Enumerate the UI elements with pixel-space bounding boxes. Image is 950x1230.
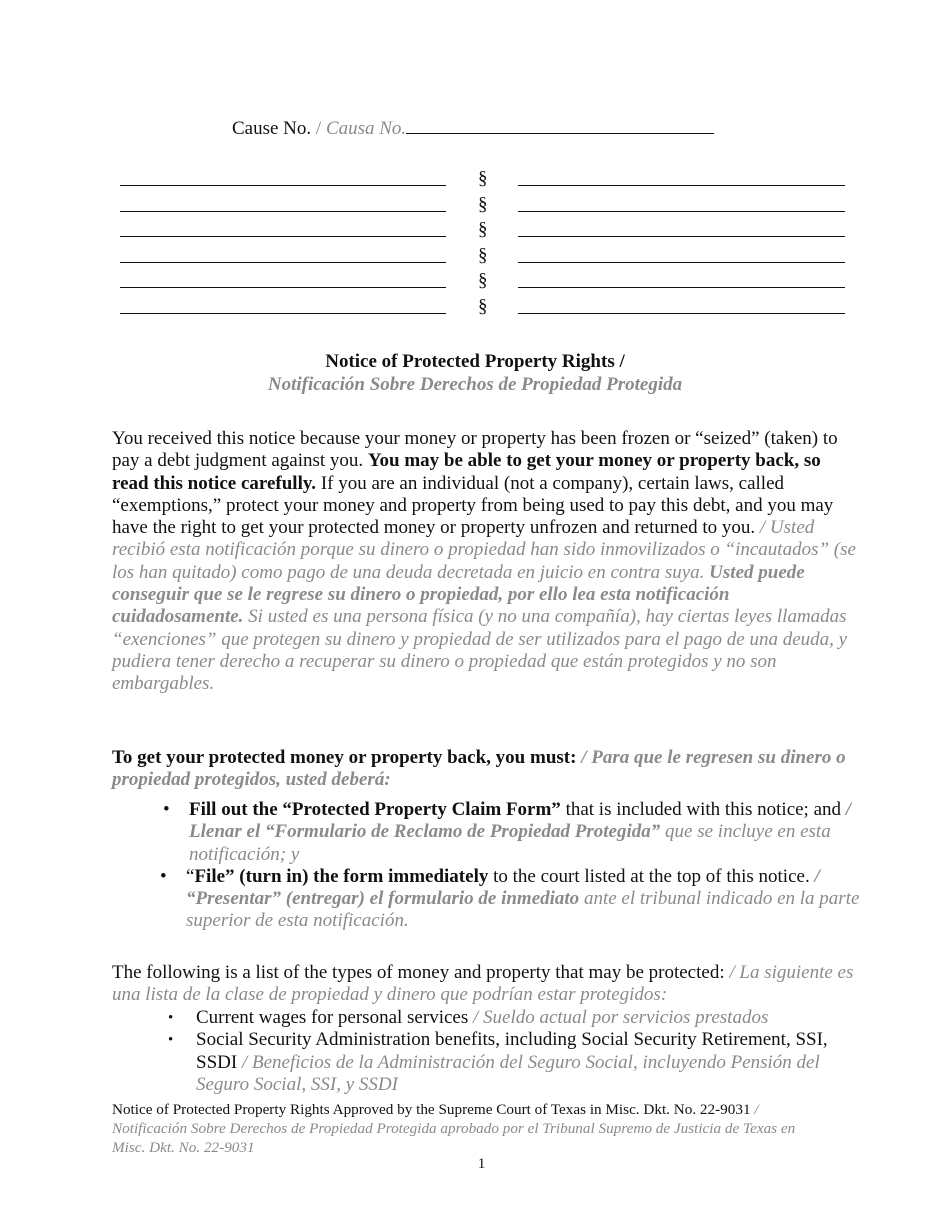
cause-number-line	[232, 115, 714, 140]
caption-right-blank[interactable]	[518, 287, 845, 288]
section-symbol: §	[478, 168, 488, 189]
step-1-es: que se incluye en esta notificación; y	[189, 821, 831, 865]
caption-right-blank[interactable]	[518, 313, 845, 314]
caption-right-blank[interactable]	[518, 211, 845, 212]
step-2-en-bold: File” (turn in) the form immediately	[194, 865, 489, 887]
intro-es-2: Si usted es una persona física (y no una compañía), hay ciertas leyes llamadas “exenciones” que protegen su dinero y propiedad de ser utilizados para el pago de una deuda, y pudiera tener derecho a recuperar su dinero o propiedad que están protegidos y no son embargables.	[112, 606, 848, 695]
protected-list-intro	[112, 962, 857, 1007]
title-es: Notificación Sobre Derechos de Propiedad Protegida	[267, 373, 683, 395]
caption-left-blank[interactable]	[120, 287, 446, 288]
caption-right-blank[interactable]	[518, 185, 845, 186]
title-separator: /	[619, 351, 625, 372]
section-symbol: §	[478, 244, 488, 266]
caption-row	[120, 194, 845, 220]
steps-heading-en: To get your protected money or property back, you must:	[112, 747, 577, 768]
list-item	[166, 1007, 856, 1029]
step-2-es: ante el tribunal indicado en la parte superior de esta notificación.	[186, 888, 860, 932]
step-1-en-bold: Fill out the “Protected Property Claim Form”	[189, 799, 561, 820]
intro-es-bold: Usted puede conseguir que se le regrese su dinero o propiedad, por ello lea esta notificación cuidadosamente.	[112, 561, 805, 628]
caption-row	[120, 219, 845, 245]
footer-en: Notice of Protected Property Rights Approved by the Supreme Court of Texas in Misc. Dkt. No. 22-9031	[112, 1101, 751, 1118]
caption-right-blank[interactable]	[518, 262, 845, 263]
list-intro-en: The following is a list of the types of money and property that may be protected:	[112, 962, 725, 983]
step-2-open-quote: “	[186, 865, 195, 887]
protected-property-list	[166, 1007, 856, 1096]
page-number: 1	[477, 1155, 486, 1172]
caption-left-blank[interactable]	[120, 211, 446, 212]
notice-title	[0, 351, 950, 396]
caption-left-blank[interactable]	[120, 262, 446, 263]
intro-paragraph	[112, 428, 857, 696]
caption-left-blank[interactable]	[120, 313, 446, 314]
caption-left-blank[interactable]	[120, 236, 446, 237]
case-caption	[120, 168, 845, 322]
section-symbol: §	[478, 219, 488, 241]
cause-label-en: Cause No.	[232, 118, 312, 139]
caption-left-blank[interactable]	[120, 185, 446, 186]
step-2-es-bold: / “Presentar” (entregar) el formulario de inmediato	[186, 865, 820, 910]
protected-item-es: / Sueldo actual por servicios prestados	[472, 1007, 769, 1028]
intro-en-1: You received this notice because your money or property has been frozen or “seized” (taken) to pay a debt judgment against you.	[112, 428, 838, 472]
title-en: Notice of Protected Property Rights	[325, 351, 615, 372]
caption-row	[120, 270, 845, 296]
section-symbol: §	[478, 270, 488, 292]
caption-row	[120, 245, 845, 271]
caption-row	[120, 296, 845, 322]
intro-es-1: / Usted recibió esta notificación porque su dinero o propiedad han sido inmovilizados o “incautados” (se los han quitado) como pago de una deuda decretada en juicio en contra suya.	[112, 517, 856, 583]
protected-item-en: Current wages for personal services	[196, 1007, 469, 1028]
step-2-en: to the court listed at the top of this notice.	[493, 865, 810, 887]
intro-en-bold: You may be able to get your money or property back, so read this notice carefully.	[112, 450, 821, 494]
step-1-es-bold: / Llenar el “Formulario de Reclamo de Propiedad Protegida”	[189, 799, 852, 843]
page-footer	[112, 1100, 832, 1157]
footer-es: / Notificación Sobre Derechos de Propiedad Protegida aprobado por el Tribunal Supremo de Justicia de Texas en Misc. Dkt. No. 22-9031	[112, 1101, 796, 1156]
section-symbol: §	[478, 295, 488, 317]
step-1-en: that is included with this notice; and	[565, 799, 842, 820]
caption-right-blank[interactable]	[518, 236, 845, 237]
cause-separator: /	[315, 118, 322, 139]
list-item	[163, 799, 863, 866]
cause-label-es: Causa No.	[325, 118, 407, 139]
list-intro-es: / La siguiente es una lista de la clase de propiedad y dinero que podrían estar protegidos:	[112, 962, 854, 1006]
cause-number-blank[interactable]	[406, 115, 714, 134]
section-symbol: §	[478, 193, 488, 215]
protected-item-es: / Beneficios de la Administración del Seguro Social, incluyendo Pensión del Seguro Social, SSI, y SSDI	[196, 1051, 820, 1095]
list-item	[166, 1029, 856, 1096]
steps-heading	[112, 747, 857, 792]
intro-en-2: If you are an individual (not a company), certain laws, called “exemptions,” protect your money and property from being used to pay this debt, and you may have the right to get your protected money or property unfrozen and returned to you.	[112, 472, 834, 539]
steps-heading-es: / Para que le regresen su dinero o propiedad protegidos, usted deberá:	[112, 747, 846, 791]
list-item	[160, 866, 863, 933]
caption-row	[120, 168, 845, 194]
steps-list	[163, 799, 863, 933]
protected-item-en: Social Security Administration benefits, including Social Security Retirement, SSI, SSDI	[196, 1029, 828, 1073]
